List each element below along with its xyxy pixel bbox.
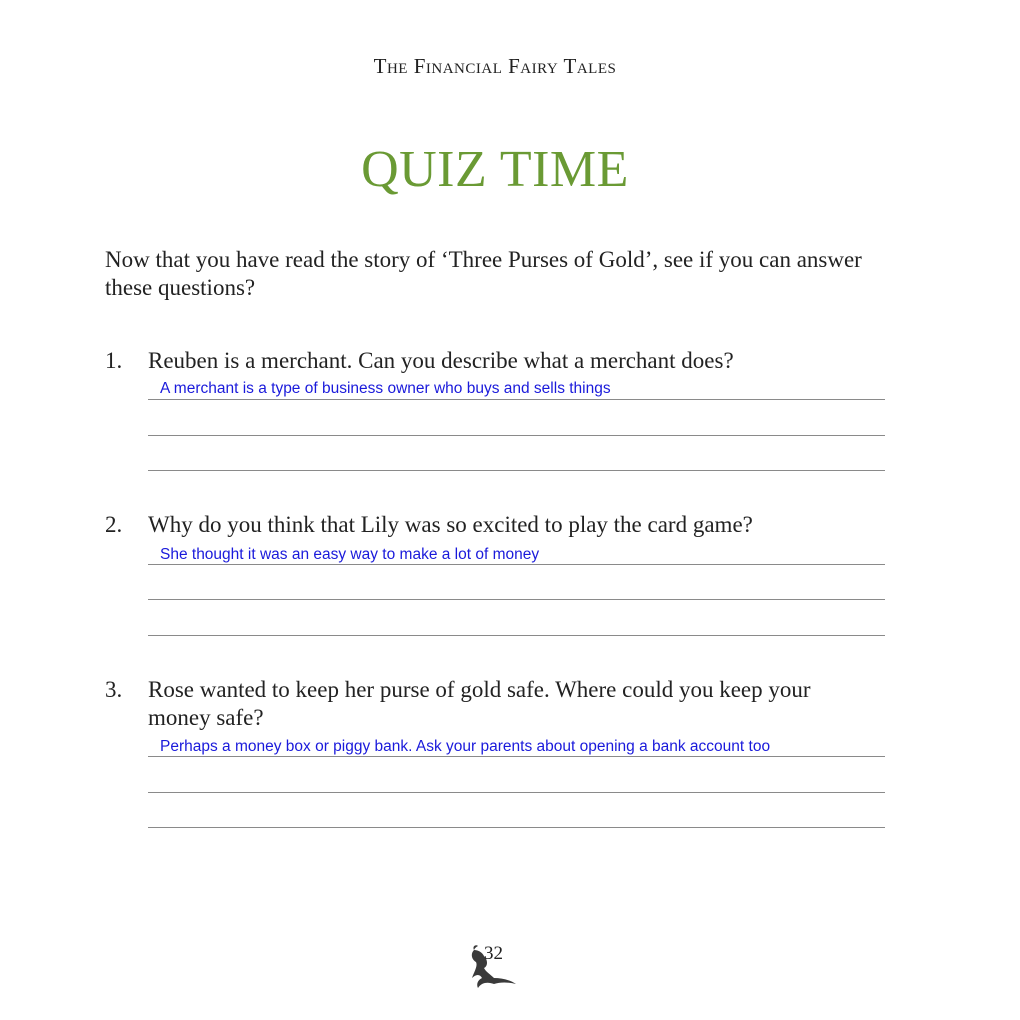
running-title: The Financial Fairy Tales: [373, 54, 617, 78]
answer-line[interactable]: [148, 564, 885, 565]
question-text: Why do you think that Lily was so excited to play the card game?: [148, 512, 753, 537]
answer-line[interactable]: [148, 470, 885, 471]
answer-line[interactable]: [148, 792, 885, 793]
intro-paragraph: Now that you have read the story of ‘Three Purses of Gold’, see if you can answer these questions?: [105, 247, 862, 300]
question-number: 1.: [105, 348, 123, 373]
answer-line[interactable]: [148, 635, 885, 636]
answer-line[interactable]: [148, 399, 885, 400]
question-text: Rose wanted to keep her purse of gold safe. Where could you keep your money safe?: [148, 677, 811, 730]
answer-line[interactable]: [148, 599, 885, 600]
answer-line[interactable]: [148, 435, 885, 436]
page-title: QUIZ TIME: [361, 141, 629, 198]
question-number: 3.: [105, 677, 123, 702]
question-number: 2.: [105, 512, 123, 537]
answer-text[interactable]: She thought it was an easy way to make a lot of money: [160, 546, 540, 563]
page-number: 32: [484, 943, 503, 964]
answer-text[interactable]: Perhaps a money box or piggy bank. Ask your parents about opening a bank account too: [160, 738, 771, 755]
answer-line[interactable]: [148, 827, 885, 828]
answer-text[interactable]: A merchant is a type of business owner who buys and sells things: [160, 380, 611, 397]
answer-line[interactable]: [148, 756, 885, 757]
question-text: Reuben is a merchant. Can you describe what a merchant does?: [148, 348, 734, 373]
